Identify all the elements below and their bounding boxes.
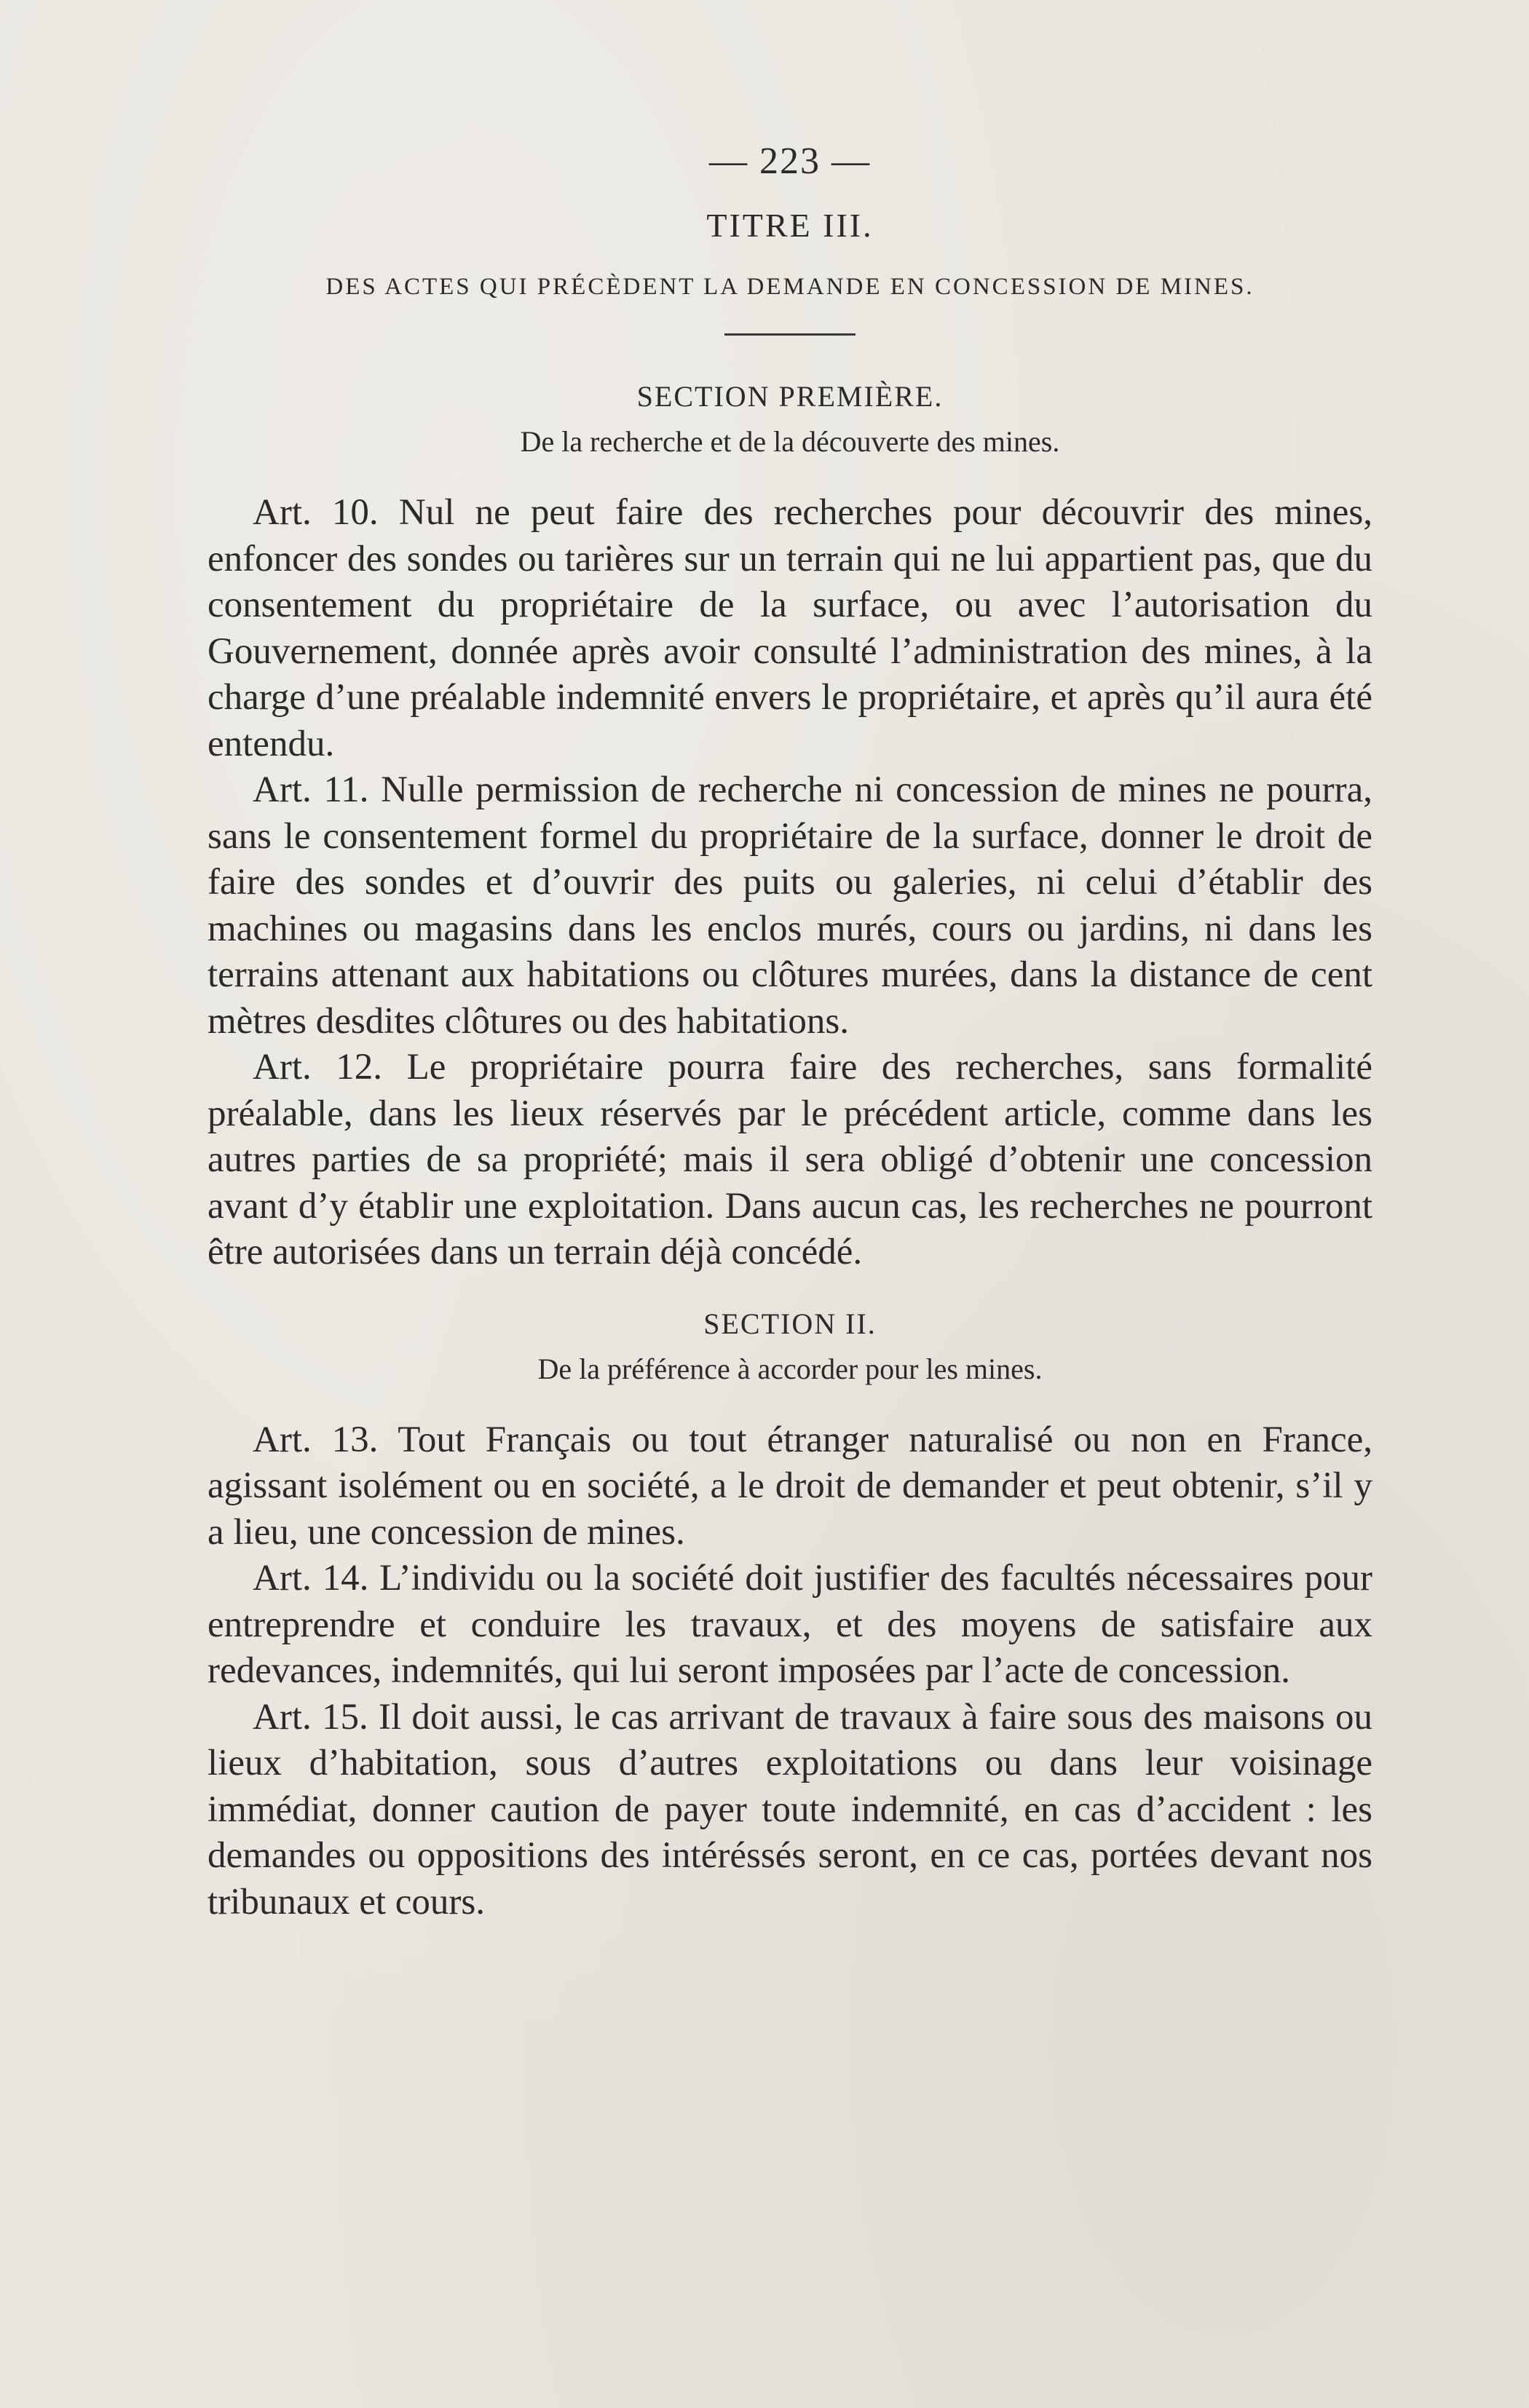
section-spacer <box>208 1276 1372 1305</box>
article-14: Art. 14. L’individu ou la société doit justifier des facultés nécessaires pour entreprendre et conduire les travaux, et des moyens de satisfaire aux redevances, indemnités, qui lui seront imposées par l’acte de concession. <box>208 1558 1372 1691</box>
section-subtitle: De la préférence à accorder pour les mines. <box>537 1352 1043 1385</box>
section-ii <box>208 1305 1372 1926</box>
page-number: — 223 — <box>709 140 871 182</box>
section-subtitle: De la recherche et de la découverte des mines. <box>520 425 1060 458</box>
article-10: Art. 10. Nul ne peut faire des recherches pour découvrir des mines, enfoncer des sondes ou tarières sur un terrain qui ne lui appartient pas, que du consentement du propriétaire de la surface, ou avec l’autorisation du Gouvernement, donnée après avoir consulté l’administration des mines, à la charge d’une préalable indemnité envers le propriétaire, et après qu’il aura été entendu. <box>208 492 1372 764</box>
article-13: Art. 13. Tout Français ou tout étranger naturalisé ou non en France, agissant isolément ou en société, a le droit de demander et peut obtenir, s’il y a lieu, une concession de mines. <box>208 1419 1372 1553</box>
section-title: SECTION II. <box>703 1307 877 1340</box>
title-heading: TITRE III. <box>706 207 874 244</box>
divider-rule <box>724 333 856 336</box>
title-subheading: DES ACTES QUI PRÉCÈDENT LA DEMANDE EN CONCESSION DE MINES. <box>325 274 1255 300</box>
section-title: SECTION PREMIÈRE. <box>636 380 944 413</box>
article-15: Art. 15. Il doit aussi, le cas arrivant de travaux à faire sous des maisons ou lieux d’habitation, sous d’autres exploitations ou dans leur voisinage immédiat, donner caution de payer toute indemnité, en cas d’accident : les demandes ou oppositions des intéréssés seront, en ce cas, portées devant nos tribunaux et cours. <box>208 1696 1372 1922</box>
section-premiere <box>208 378 1372 1276</box>
article-11: Art. 11. Nulle permission de recherche ni concession de mines ne pourra, sans le consentement formel du propriétaire de la surface, donner le droit de faire des sondes et d’ouvrir des puits ou galeries, ni celui d’établir des machines ou magasins dans les enclos murés, cours ou jardins, ni dans les terrains attenant aux habitations ou clôtures murées, dans la distance de cent mètres desdites clôtures ou des habitations. <box>208 769 1372 1042</box>
article-12: Art. 12. Le propriétaire pourra faire des recherches, sans formalité préalable, dans les lieux réservés par le précédent article, comme dans les autres parties de sa propriété; mais il sera obligé d’obtenir une concession avant d’y établir une exploitation. Dans aucun cas, les recherches ne pourront être autorisées dans un terrain déjà concédé. <box>208 1047 1372 1272</box>
text-block <box>208 138 1372 1925</box>
